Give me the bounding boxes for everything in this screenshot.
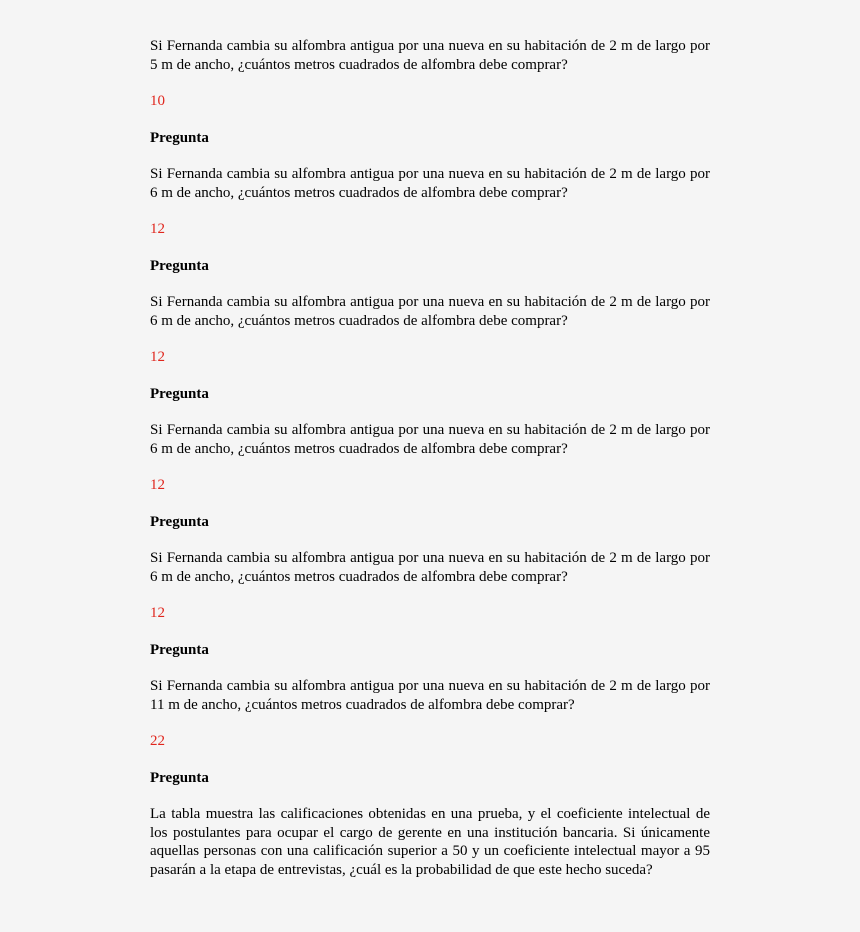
question-heading: Pregunta bbox=[150, 769, 209, 786]
question-heading: Pregunta bbox=[150, 257, 209, 274]
answer-value: 12 bbox=[150, 349, 165, 365]
answer-value: 22 bbox=[150, 733, 165, 749]
answer-value: 12 bbox=[150, 477, 165, 493]
question-block-6 bbox=[150, 677, 710, 805]
question-block-1 bbox=[150, 37, 710, 165]
answer-value: 12 bbox=[150, 221, 165, 237]
question-block-2 bbox=[150, 165, 710, 293]
question-block-3 bbox=[150, 293, 710, 421]
question-heading: Pregunta bbox=[150, 641, 209, 658]
answer-value: 10 bbox=[150, 93, 165, 109]
question-heading: Pregunta bbox=[150, 513, 209, 530]
final-question-text: La tabla muestra las calificaciones obtenidas en una prueba, y el coeficiente intelectual de los postulantes para ocupar el cargo de gerente en una institución bancaria. Si únicamente aquellas personas con una calificación superior a 50 y un coeficiente intelectual mayor a 95 pasarán a la etapa de entrevistas, ¿cuál es la probabilidad de que este hecho suceda? bbox=[150, 806, 710, 878]
answer-value: 12 bbox=[150, 605, 165, 621]
question-heading: Pregunta bbox=[150, 385, 209, 402]
question-text: Si Fernanda cambia su alfombra antigua por una nueva en su habitación de 2 m de largo por 11 m de ancho, ¿cuántos metros cuadrados de alfombra debe comprar? bbox=[150, 678, 710, 713]
question-text: Si Fernanda cambia su alfombra antigua por una nueva en su habitación de 2 m de largo por 6 m de ancho, ¿cuántos metros cuadrados de alfombra debe comprar? bbox=[150, 550, 710, 585]
question-block-final bbox=[150, 805, 710, 879]
question-block-5 bbox=[150, 549, 710, 677]
question-heading: Pregunta bbox=[150, 129, 209, 146]
question-text: Si Fernanda cambia su alfombra antigua por una nueva en su habitación de 2 m de largo por 6 m de ancho, ¿cuántos metros cuadrados de alfombra debe comprar? bbox=[150, 422, 710, 457]
question-text: Si Fernanda cambia su alfombra antigua por una nueva en su habitación de 2 m de largo por 6 m de ancho, ¿cuántos metros cuadrados de alfombra debe comprar? bbox=[150, 294, 710, 329]
question-text: Si Fernanda cambia su alfombra antigua por una nueva en su habitación de 2 m de largo por 5 m de ancho, ¿cuántos metros cuadrados de alfombra debe comprar? bbox=[150, 38, 710, 73]
question-block-4 bbox=[150, 421, 710, 549]
document-content bbox=[150, 37, 710, 879]
question-text: Si Fernanda cambia su alfombra antigua por una nueva en su habitación de 2 m de largo por 6 m de ancho, ¿cuántos metros cuadrados de alfombra debe comprar? bbox=[150, 166, 710, 201]
